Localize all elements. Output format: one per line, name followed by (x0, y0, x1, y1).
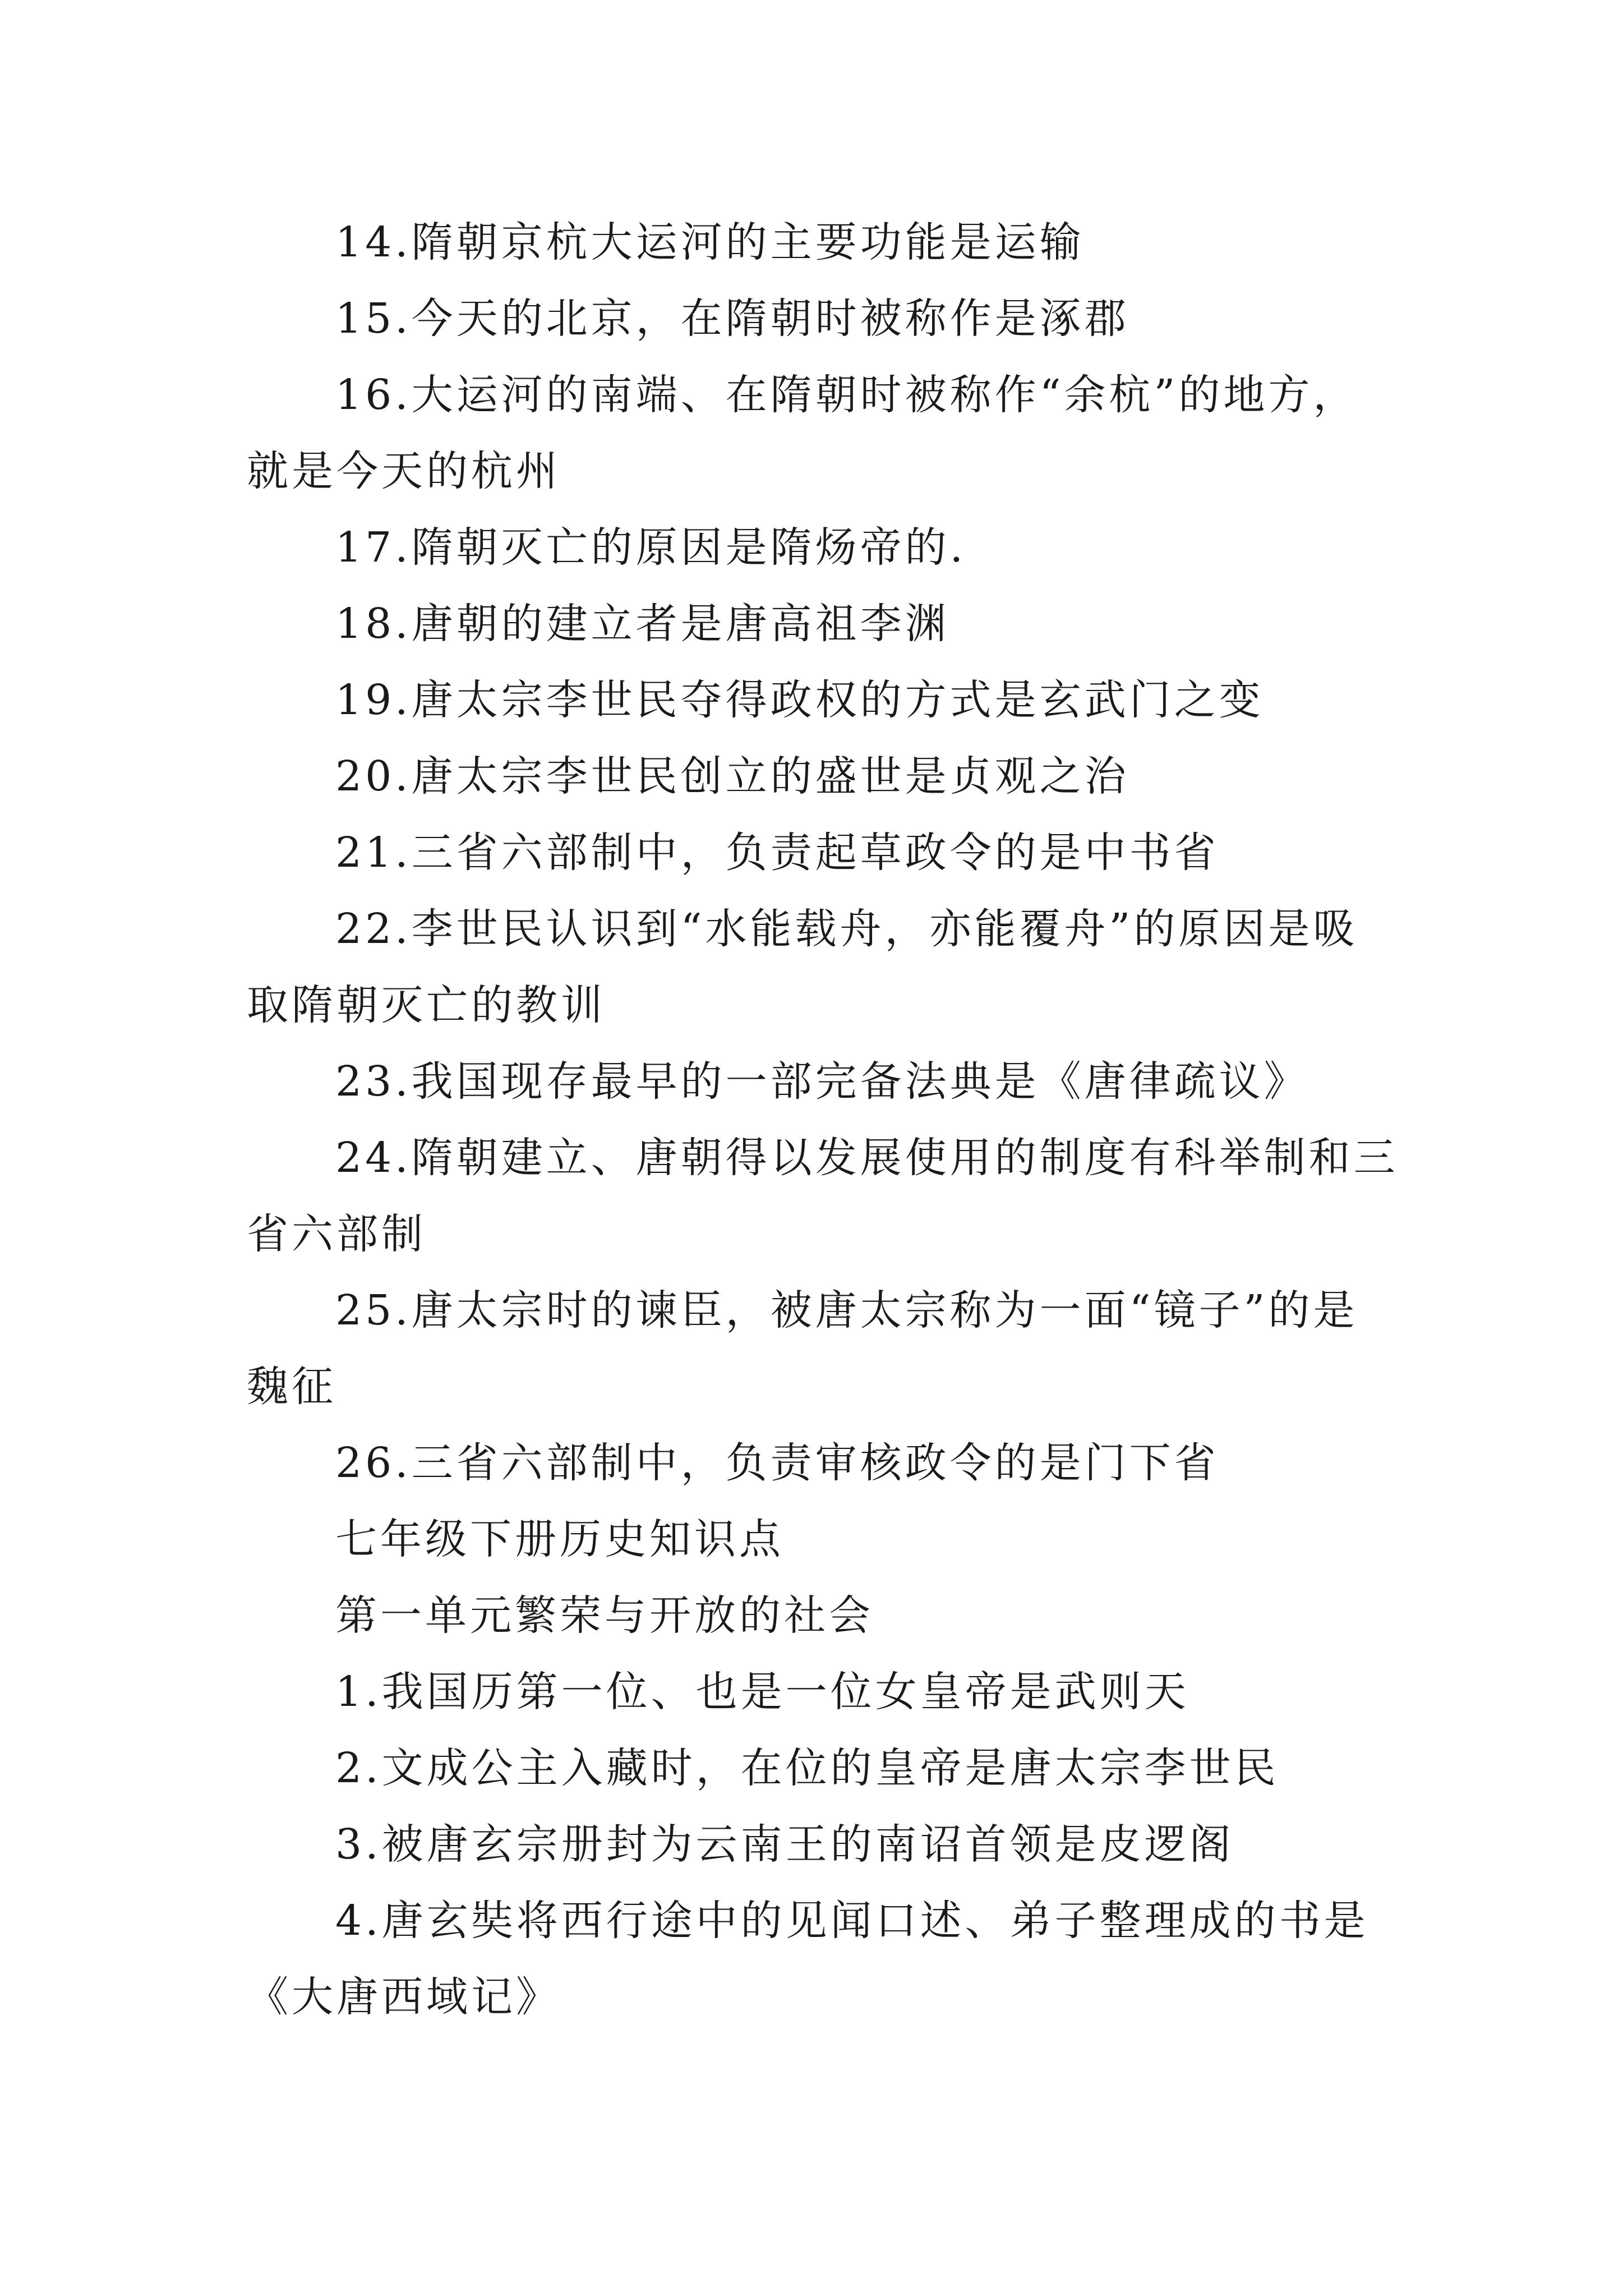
text-line: 14.隋朝京杭大运河的主要功能是运输 (335, 218, 1085, 266)
text-line: 19.唐太宗李世民夺得政权的方式是玄武门之变 (335, 676, 1264, 724)
text-line: 15.今天的北京，在隋朝时被称作是涿郡 (335, 295, 1129, 343)
text-line: 省六部制 (247, 1210, 426, 1258)
text-line: 1.我国历第一位、也是一位女皇帝是武则天 (335, 1668, 1189, 1716)
text-line: 3.被唐玄宗册封为云南王的南诏首领是皮逻阁 (335, 1820, 1234, 1869)
text-line: 21.三省六部制中，负责起草政令的是中书省 (335, 829, 1219, 877)
text-line: 24.隋朝建立、唐朝得以发展使用的制度有科举制和三 (335, 1134, 1399, 1182)
text-line: 取隋朝灭亡的教训 (247, 981, 606, 1029)
section-heading: 七年级下册历史知识点 (335, 1515, 784, 1563)
text-line: 16.大运河的南端、在隋朝时被称作“余杭”的地方， (335, 371, 1358, 419)
text-line: 魏征 (247, 1363, 336, 1411)
text-line: 18.唐朝的建立者是唐高祖李渊 (335, 600, 950, 648)
text-line: 《大唐西域记》 (247, 1973, 561, 2021)
text-line: 23.我国现存最早的一部完备法典是《唐律疏议》 (335, 1057, 1309, 1106)
text-line: 22.李世民认识到“水能载舟，亦能覆舟”的原因是吸 (335, 905, 1358, 953)
text-line: 25.唐太宗时的谏臣，被唐太宗称为一面“镜子”的是 (335, 1286, 1358, 1335)
text-line: 26.三省六部制中，负责审核政令的是门下省 (335, 1439, 1219, 1487)
text-line: 4.唐玄奘将西行途中的见闻口述、弟子整理成的书是 (335, 1897, 1369, 1945)
text-line: 就是今天的杭州 (247, 447, 561, 495)
text-line: 2.文成公主入藏时，在位的皇帝是唐太宗李世民 (335, 1744, 1279, 1792)
unit-heading: 第一单元繁荣与开放的社会 (335, 1591, 874, 1640)
text-line: 17.隋朝灭亡的原因是隋炀帝的. (335, 523, 967, 572)
text-line: 20.唐太宗李世民创立的盛世是贞观之治 (335, 752, 1129, 800)
